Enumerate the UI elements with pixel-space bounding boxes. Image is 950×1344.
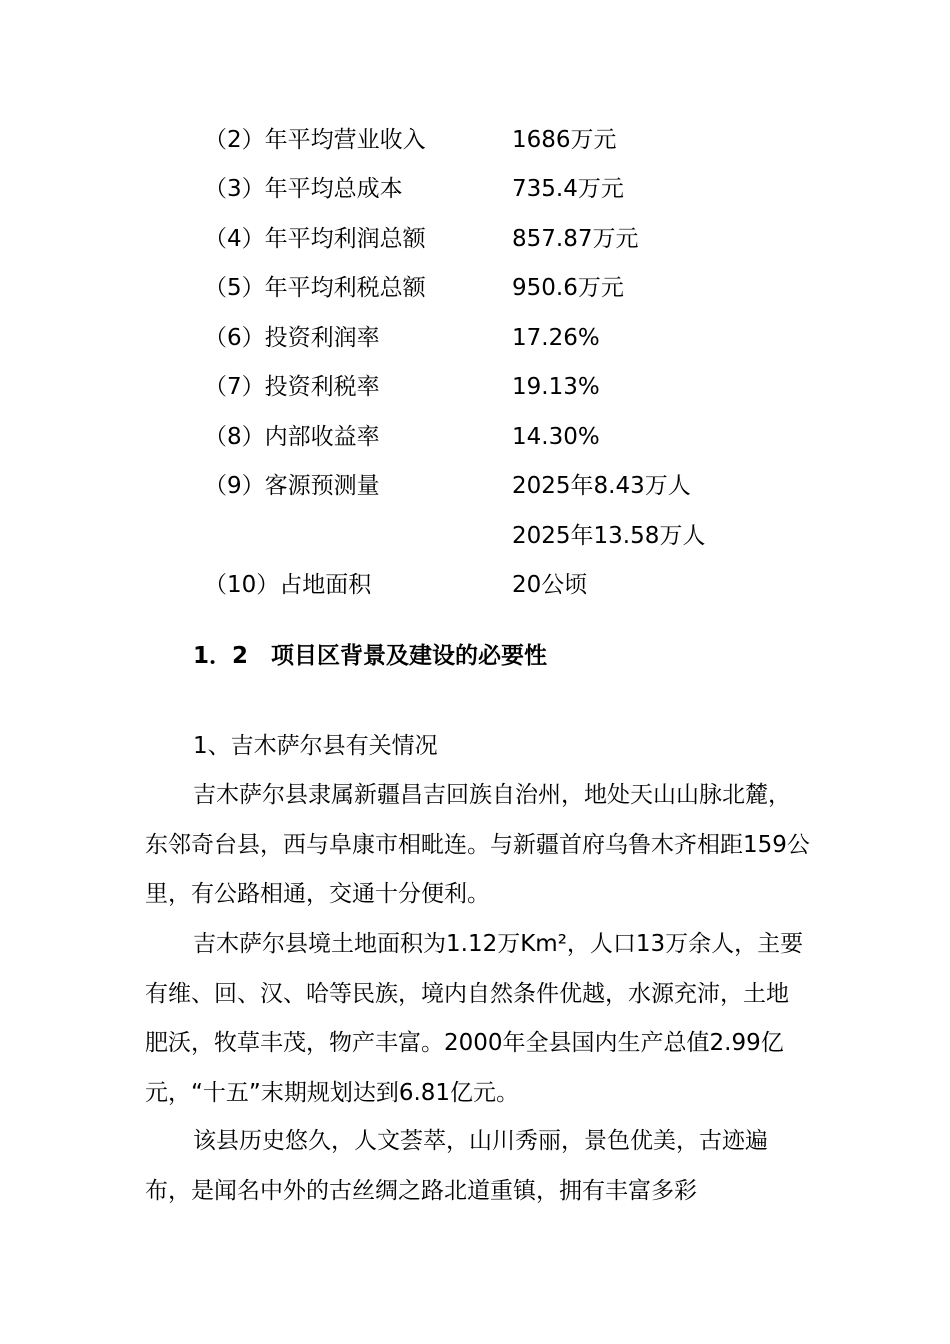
indicator-value: 20公顷 [512,572,588,598]
indicator-value: 14.30% [512,424,600,450]
section-heading: 1．2 项目区背景及建设的必要性 [193,643,548,669]
indicator-value: 1686万元 [512,127,617,153]
indicator-label: （9）客源预测量 [204,473,380,499]
indicator-value: 950.6万元 [512,275,624,301]
body-paragraph: 该县历史悠久，人文荟萃，山川秀丽，景色优美，古迹遍布，是闻名中外的古丝绸之路北道重镇，拥有丰富多彩 [145,1128,768,1204]
indicator-value: 19.13% [512,374,600,400]
indicator-label: （8）内部收益率 [204,424,380,450]
indicator-value: 2025年13.58万人 [512,523,706,549]
indicator-label: （7）投资利税率 [204,374,380,400]
body-paragraph: 吉木萨尔县隶属新疆昌吉回族自治州，地处天山山脉北麓，东邻奇台县，西与阜康市相毗连。与新疆首府乌鲁木齐相距159公里，有公路相通，交通十分便利。 [145,782,810,907]
indicator-value: 2025年8.43万人 [512,473,691,499]
indicator-label: （6）投资利润率 [204,325,380,351]
indicator-value: 857.87万元 [512,226,639,252]
indicator-label: （3）年平均总成本 [204,176,403,202]
indicator-label: （5）年平均利税总额 [204,275,426,301]
subsection-heading: 1、吉木萨尔县有关情况 [193,733,438,759]
indicator-label: （2）年平均营业收入 [204,127,426,153]
indicator-label: （10）占地面积 [204,572,372,598]
indicator-value: 17.26% [512,325,600,351]
indicator-label: （4）年平均利润总额 [204,226,426,252]
body-paragraph: 吉木萨尔县境土地面积为1.12万Km²，人口13万余人，主要有维、回、汉、哈等民族，境内自然条件优越，水源充沛，土地肥沃，牧草丰茂，物产丰富。2000年全县国内生产总值2.99亿元，“十五”末期规划达到6.81亿元。 [145,931,804,1106]
indicator-value: 735.4万元 [512,176,624,202]
